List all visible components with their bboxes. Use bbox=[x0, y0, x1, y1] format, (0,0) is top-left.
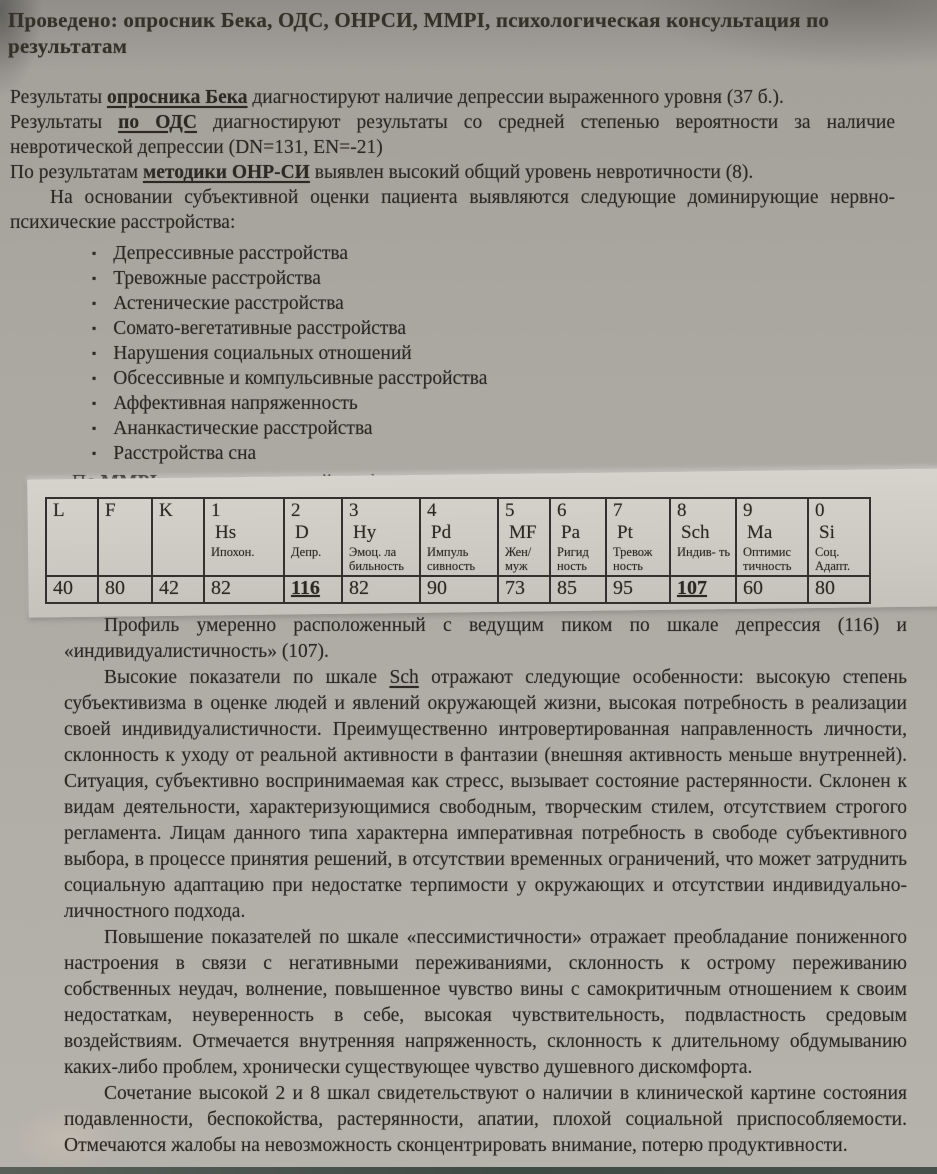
mmpi-header-code: 1 bbox=[211, 500, 221, 521]
bullet-square-icon: ▪ bbox=[92, 371, 97, 385]
mmpi-column-header bbox=[284, 498, 342, 576]
list-item bbox=[92, 441, 937, 466]
mmpi-header-abbr: Ma bbox=[747, 522, 773, 543]
analysis-section bbox=[64, 613, 907, 1159]
mmpi-header-abbr: Pa bbox=[561, 522, 580, 543]
mmpi-column-header bbox=[670, 498, 736, 576]
mmpi-score-cell: 80 bbox=[98, 576, 152, 603]
mmpi-column-header bbox=[736, 498, 808, 576]
emphasized-text: по ОДС bbox=[118, 112, 197, 133]
mmpi-column-header bbox=[98, 498, 152, 576]
list-item-label: Аффективная напряженность bbox=[113, 393, 358, 414]
mmpi-score-cell: 80 bbox=[808, 576, 870, 603]
mmpi-score-cell: 107 bbox=[670, 576, 736, 603]
emphasized-text: методики ОНР-СИ bbox=[142, 162, 310, 183]
mmpi-header-code: 7 bbox=[613, 500, 623, 521]
list-item-label: Тревожные расстройства bbox=[113, 268, 321, 289]
mmpi-header-desc: Ипохон. bbox=[211, 545, 255, 559]
mmpi-score-cell: 82 bbox=[204, 576, 284, 603]
mmpi-score-cell: 40 bbox=[46, 576, 98, 603]
mmpi-header-code: 4 bbox=[427, 500, 437, 521]
mmpi-header-desc: Жен/ муж bbox=[505, 545, 532, 573]
bullet-square-icon: ▪ bbox=[92, 421, 97, 435]
procedures-line: Проведено: опросник Бека, ОДС, ОНРСИ, MMPI, психологическая консультация по результатам bbox=[8, 8, 830, 58]
bullet-square-icon: ▪ bbox=[92, 396, 97, 410]
bullet-square-icon: ▪ bbox=[92, 246, 97, 260]
list-item bbox=[92, 316, 937, 341]
bullet-square-icon: ▪ bbox=[92, 271, 97, 285]
list-item bbox=[92, 266, 937, 291]
emphasized-text: опросника Бека bbox=[106, 87, 248, 108]
mmpi-header-desc: Эмоц. ла бильность bbox=[349, 545, 404, 573]
analysis-paragraph-scales-2-8: Сочетание высокой 2 и 8 шкал свидетельствуют о наличии в клинической картине состояния подавленности, беспокойства, растерянности, апатии, плохой социальной приспособляемости. Отмечаются жалобы на невозможность сконцентрировать внимание, потерю продуктивности. bbox=[64, 1083, 907, 1156]
mmpi-header-desc: Депр. bbox=[291, 545, 322, 559]
result-line-onr bbox=[10, 160, 895, 185]
subjective-assessment-line: На основании субъективной оценки пациента выявляются следующие доминирующие нервно-психические расстройства: bbox=[10, 187, 895, 233]
analysis-paragraph-sch bbox=[64, 665, 907, 925]
mmpi-header-abbr: Pd bbox=[431, 522, 452, 543]
result-text: Результаты bbox=[10, 87, 107, 108]
mmpi-header-code: 8 bbox=[677, 500, 687, 521]
list-item bbox=[92, 416, 937, 441]
mmpi-header-code: K bbox=[159, 500, 173, 521]
result-text: диагностируют результаты со средней степенью вероятности за наличие невротической депрессии (DN=131, EN=-21) bbox=[10, 112, 895, 158]
bullet-square-icon: ▪ bbox=[92, 321, 97, 335]
mmpi-header-desc: Соц. Адапт. bbox=[815, 545, 851, 573]
mmpi-score-cell: 116 bbox=[284, 576, 342, 603]
mmpi-header-code: 2 bbox=[291, 500, 301, 521]
disorders-list bbox=[92, 241, 937, 466]
mmpi-header-abbr: Pt bbox=[617, 522, 633, 543]
results-section bbox=[10, 85, 895, 235]
mmpi-column-header bbox=[420, 498, 498, 576]
bullet-square-icon: ▪ bbox=[92, 296, 97, 310]
photo-edge-bar bbox=[0, 1167, 937, 1174]
mmpi-score-cell: 85 bbox=[550, 576, 606, 603]
mmpi-header-code: 6 bbox=[557, 500, 567, 521]
mmpi-values-row bbox=[46, 576, 870, 603]
mmpi-table bbox=[45, 497, 871, 604]
mmpi-header-desc: Импуль сивность bbox=[427, 545, 476, 573]
list-item-label: Обсессивные и компульсивные расстройства bbox=[113, 368, 488, 389]
mmpi-header-desc: Оптимис тичность bbox=[743, 545, 792, 573]
mmpi-header-desc: Тревож ность bbox=[613, 545, 653, 573]
list-item bbox=[92, 341, 937, 366]
mmpi-header-desc: Ригид ность bbox=[557, 545, 589, 573]
bullet-square-icon: ▪ bbox=[92, 346, 97, 360]
result-text: По результатам bbox=[10, 162, 143, 183]
analysis-paragraph-pessimism: Повышение показателей по шкале «пессимистичности» отражает преобладание пониженного настроения в связи с негативными переживаниями, склонность к острому переживанию собственных неудач, волнение, повышенное чувство вины с самокритичным отношением к своим недостаткам, неуверенность в себе, высокая чувствительность, подвластность средовым воздействиям. Отмечается внутренняя напряженность, склонность к длительному обдумыванию каких-либо проблем, хронически существующее чувство душевного дискомфорта. bbox=[64, 927, 907, 1078]
mmpi-header-row bbox=[46, 498, 870, 576]
mmpi-header-abbr: Hy bbox=[353, 522, 377, 543]
list-item bbox=[92, 391, 937, 416]
mmpi-header-abbr: MF bbox=[509, 522, 537, 543]
list-item-label: Ананкастические расстройства bbox=[113, 418, 373, 439]
mmpi-header-abbr: Sch bbox=[681, 522, 710, 543]
mmpi-score-cell: 60 bbox=[736, 576, 808, 603]
mmpi-score-cell: 42 bbox=[152, 576, 204, 603]
list-item bbox=[92, 291, 937, 316]
list-item bbox=[92, 366, 937, 391]
list-item bbox=[92, 241, 937, 266]
mmpi-column-header bbox=[550, 498, 606, 576]
mmpi-header-code: F bbox=[105, 500, 116, 521]
mmpi-column-header bbox=[606, 498, 670, 576]
mmpi-header-abbr: Hs bbox=[215, 522, 237, 543]
mmpi-header-code: L bbox=[53, 500, 65, 521]
mmpi-column-header bbox=[808, 498, 870, 576]
mmpi-column-header bbox=[46, 498, 98, 576]
analysis-paragraph-profile: Профиль умеренно расположенный с ведущим пиком по шкале депрессия (116) и «индивидуалистичность» (107). bbox=[64, 615, 907, 662]
list-item-label: Сомато-вегетативные расстройства bbox=[113, 318, 406, 339]
result-line-beck bbox=[10, 85, 895, 110]
mmpi-header-desc: Индив- ть bbox=[677, 545, 731, 559]
analysis-text: Высокие показатели по шкале bbox=[104, 667, 390, 688]
analysis-text: отражают следующие особенности: высокую степень субъективизма в оценке людей и явлений окружающей жизни, высокая потребность в реализации своей индивидуалистичности. Преимущественно интровертированная направленность личности, склонность к уходу от реальной активности в фантазии (внешняя активность меньше внутренней). Ситуация, субъективно воспринимаемая как стресс, вызывает состояние растерянности. Склонен к видам деятельности, характеризующимися свободным, творческим стилем, отсутствием строгого регламента. Лицам данного типа характерна императивная потребность в свободе субъективного выбора, в процессе принятия решений, в отсутствии временных ограничений, что может затруднить социальную адаптацию при недостатке терпимости у окружающих и отсутствии индивидуально-личностного подхода. bbox=[64, 667, 908, 922]
result-text: выявлен высокий общий уровень невротичности (8). bbox=[309, 162, 754, 183]
list-item-label: Расстройства сна bbox=[113, 443, 257, 464]
mmpi-score-cell: 73 bbox=[498, 576, 550, 603]
mmpi-header-code: 5 bbox=[505, 500, 515, 521]
list-item-label: Нарушения социальных отношений bbox=[113, 343, 412, 364]
mmpi-header-code: 0 bbox=[815, 500, 825, 521]
mmpi-score-cell: 82 bbox=[342, 576, 420, 603]
mmpi-column-header bbox=[498, 498, 550, 576]
mmpi-column-header bbox=[342, 498, 420, 576]
result-text: Результаты bbox=[10, 112, 119, 133]
mmpi-header-code: 3 bbox=[349, 500, 359, 521]
mmpi-header-abbr: Si bbox=[819, 522, 835, 543]
bullet-square-icon: ▪ bbox=[92, 446, 97, 460]
mmpi-column-header bbox=[152, 498, 204, 576]
mmpi-table-area bbox=[0, 495, 937, 607]
result-text: диагностируют наличие депрессии выраженного уровня (37 б.). bbox=[247, 87, 784, 108]
mmpi-score-cell: 90 bbox=[420, 576, 498, 603]
mmpi-header-abbr: D bbox=[295, 522, 309, 543]
list-item-label: Астенические расстройства bbox=[113, 293, 344, 314]
emphasized-text: Sch bbox=[389, 667, 419, 688]
mmpi-column-header bbox=[204, 498, 284, 576]
list-item-label: Депрессивные расстройства bbox=[113, 243, 348, 264]
mmpi-header-code: 9 bbox=[743, 500, 753, 521]
mmpi-score-cell: 95 bbox=[606, 576, 670, 603]
result-line-ods bbox=[10, 110, 895, 160]
